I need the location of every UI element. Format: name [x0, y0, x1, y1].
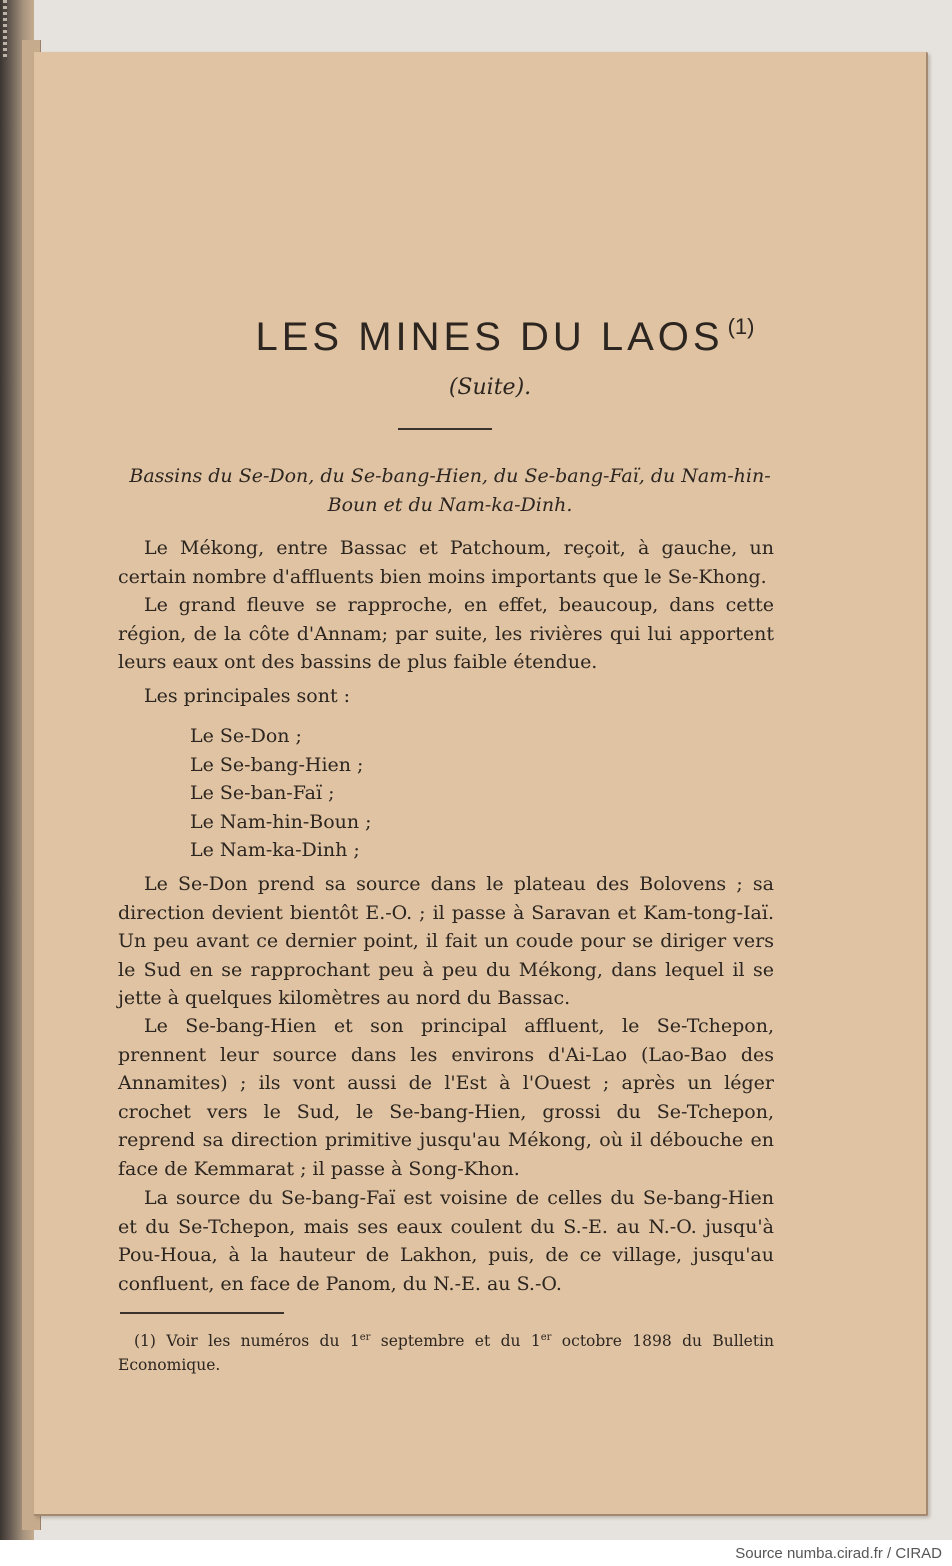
paragraph-se-don: [118, 870, 774, 1013]
page-subtitle: (Suite).: [448, 375, 532, 400]
paragraph-text: Le Se-bang-Hien et son principal affluent, le Se-Tchepon, prennent leur source dans les environs d'Ai-Lao (Lao-Bao des Annamites) ; ils vont aussi de l'Est à l'Ouest ; après un léger crochet vers le Sud, le Se-bang-Hien, grossi du Se-Tchepon, reprend sa direction primitive jusqu'au Mékong, où il débouche en face de Kemmarat ; il passe à Song-Khon.: [118, 1015, 774, 1180]
list-item: Le Nam-ka-Dinh ;: [190, 839, 360, 861]
footnote-text: septembre et du 1: [370, 1332, 541, 1350]
title-divider: [398, 428, 492, 430]
list-item: Le Se-ban-Faï ;: [190, 782, 335, 804]
paragraph-text: Le Mékong, entre Bassac et Patchoum, reçoit, à gauche, un certain nombre d'affluents bien moins importants que le Se-Khong.: [118, 537, 774, 588]
list-item: Le Se-bang-Hien ;: [190, 753, 364, 776]
list-item: Le Se-Don ;: [190, 725, 302, 747]
paragraph-se-bang-hien: [118, 1012, 774, 1183]
section-heading: Bassins du Se-Don, du Se-bang-Hien, du Se-bang-Faï, du Nam-hin-Boun et du Nam-ka-Dinh.: [129, 465, 771, 516]
binding-stitching: [3, 0, 7, 60]
title-text: LES MINES DU LAOS: [255, 315, 724, 359]
paragraph-3: [118, 682, 774, 711]
paragraph-2: [118, 591, 774, 677]
river-list: [190, 722, 490, 865]
book-page: [34, 52, 928, 1516]
footnote-superscript: er: [359, 1332, 371, 1343]
list-item: Le Nam-hin-Boun ;: [190, 810, 372, 833]
footnote-superscript: er: [540, 1332, 552, 1343]
title-footnote-marker: (1): [727, 314, 755, 339]
paragraph-text: Les principales sont :: [144, 685, 351, 707]
paragraph-text: Le Se-Don prend sa source dans le plateau des Bolovens ; sa direction devient bientôt E.-O. ; il passe à Saravan et Kam-tong-Iaï. Un peu avant ce dernier point, il fait un coude pour se diriger vers le Sud en se rapprochant peu à peu du Mékong, dans lequel il se jette à quelques kilomètres au nord du Bassac.: [118, 873, 774, 1009]
paragraph-se-bang-fai: [118, 1184, 774, 1298]
footnote-text: Voir les numéros du 1: [166, 1332, 360, 1350]
paragraph-text: Le grand fleuve se rapproche, en effet, beaucoup, dans cette région, de la côte d'Annam; par suite, les rivières qui lui apportent leurs eaux ont des bassins de plus faible étendue.: [118, 594, 774, 673]
footnote: [118, 1326, 774, 1377]
paragraph-text: La source du Se-bang-Faï est voisine de celles du Se-bang-Hien et du Se-Tchepon, mais ses eaux coulent du S.-E. au N.-O. jusqu'à Pou-Houa, à la hauteur de Lakhon, puis, de ce village, jusqu'au confluent, en face de Panom, du N.-E. au S.-O.: [118, 1187, 774, 1295]
footnote-marker: (1): [134, 1332, 156, 1350]
footnote-divider: [120, 1312, 284, 1314]
page-title: [34, 314, 926, 360]
paragraph-1: [118, 534, 774, 591]
footnote-text: octobre 1898 du Bulletin Economique.: [118, 1332, 774, 1374]
source-credit: Source numba.cirad.fr / CIRAD: [735, 1545, 942, 1562]
